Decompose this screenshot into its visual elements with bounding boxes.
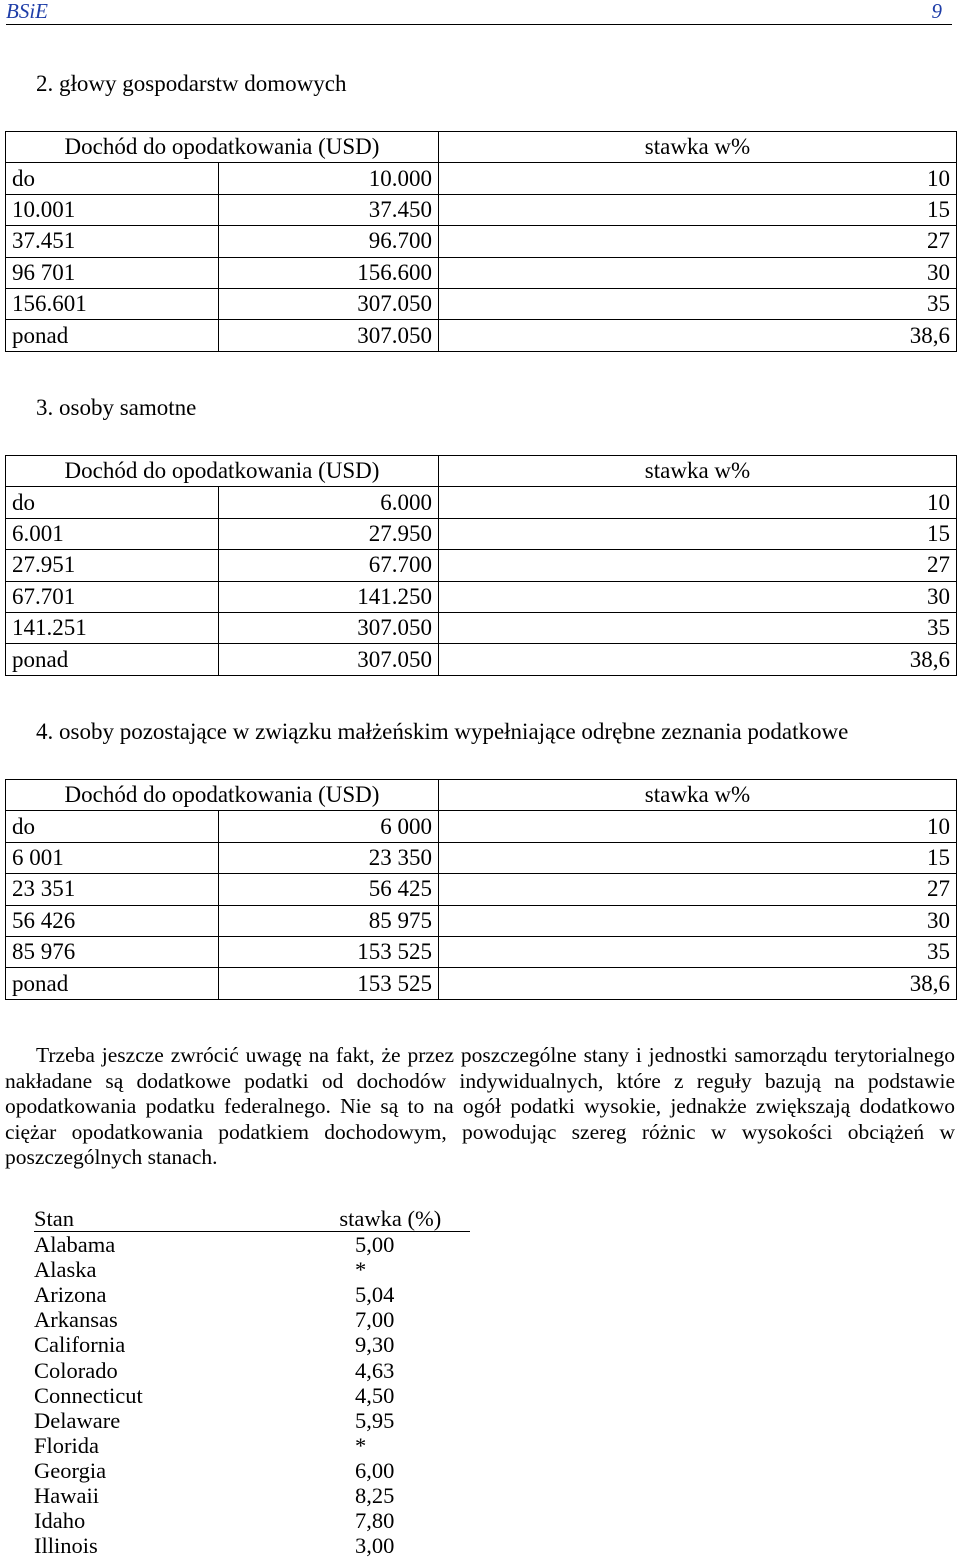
from-cell: 85 976 (6, 936, 219, 967)
rate-column-header: stawka w% (439, 132, 957, 163)
state-rate: 7,80 (355, 1508, 395, 1534)
tax-table-single-persons (5, 455, 957, 676)
from-cell: do (6, 811, 219, 842)
rate-cell: 15 (439, 518, 957, 549)
table-row (6, 163, 957, 194)
from-cell: ponad (6, 320, 219, 351)
state-name: Georgia (34, 1457, 107, 1483)
state-rate: 8,25 (355, 1483, 395, 1509)
from-cell: 6.001 (6, 518, 219, 549)
table-row (6, 257, 957, 288)
state-name: Connecticut (34, 1382, 143, 1408)
rate-cell: 30 (439, 257, 957, 288)
from-cell: 27.951 (6, 550, 219, 581)
list-item (34, 1307, 491, 1332)
from-cell: ponad (6, 644, 219, 675)
to-cell: 96.700 (219, 226, 439, 257)
table-row (6, 874, 957, 905)
rate-cell: 38,6 (439, 968, 957, 999)
to-cell: 307.050 (219, 320, 439, 351)
from-cell: 37.451 (6, 226, 219, 257)
state-rate: 6,00 (355, 1457, 395, 1483)
to-cell: 85 975 (219, 905, 439, 936)
from-cell: ponad (6, 968, 219, 999)
state-name: Florida (34, 1432, 99, 1458)
list-item (34, 1458, 491, 1483)
state-name: Idaho (34, 1508, 86, 1534)
to-cell: 307.050 (219, 644, 439, 675)
to-cell: 141.250 (219, 581, 439, 612)
table-row (6, 581, 957, 612)
state-name: California (34, 1332, 126, 1358)
to-cell: 156.600 (219, 257, 439, 288)
from-cell: 141.251 (6, 612, 219, 643)
page-header (6, 0, 952, 25)
to-cell: 67.700 (219, 550, 439, 581)
rate-cell: 38,6 (439, 320, 957, 351)
list-item (34, 1332, 491, 1357)
state-name: Delaware (34, 1407, 121, 1433)
section-heading: 4. osoby pozostające w związku małżeńskim wypełniające odrębne zeznania podatkowe (36, 719, 849, 744)
list-item (34, 1383, 491, 1408)
table-row (6, 842, 957, 873)
state-name: Alaska (34, 1257, 97, 1283)
table-row (6, 936, 957, 967)
to-cell: 307.050 (219, 612, 439, 643)
rate-column-header: stawka (%) (339, 1206, 442, 1231)
to-cell: 307.050 (219, 288, 439, 319)
list-item (34, 1257, 491, 1282)
list-item (34, 1408, 491, 1433)
table-row (6, 320, 957, 351)
list-item (34, 1533, 491, 1558)
table-row (6, 905, 957, 936)
table-row (6, 644, 957, 675)
table-header-row (6, 780, 957, 811)
states-header-row (34, 1206, 470, 1232)
state-column-header: Stan (34, 1206, 75, 1231)
rate-cell: 27 (439, 550, 957, 581)
rate-cell: 30 (439, 581, 957, 612)
list-item (34, 1232, 491, 1257)
tax-table-married-filing-separately (5, 779, 957, 1000)
table-row (6, 612, 957, 643)
state-rate: 5,04 (355, 1282, 395, 1308)
income-column-header: Dochód do opodatkowania (USD) (6, 132, 439, 163)
income-column-header: Dochód do opodatkowania (USD) (6, 456, 439, 487)
rate-cell: 30 (439, 905, 957, 936)
state-tax-rates-table (34, 1206, 491, 1558)
rate-cell: 15 (439, 842, 957, 873)
rate-cell: 27 (439, 226, 957, 257)
rate-cell: 10 (439, 163, 957, 194)
rate-cell: 10 (439, 487, 957, 518)
rate-column-header: stawka w% (439, 780, 957, 811)
to-cell: 23 350 (219, 842, 439, 873)
list-item (34, 1483, 491, 1508)
state-name: Hawaii (34, 1483, 99, 1509)
body-paragraph: Trzeba jeszcze zwrócić uwagę na fakt, że przez poszczególne stany i jednostki samorządu terytorialnego nakładane są dodatkowe podatki od dochodów indywidualnych, które z reguły bazują na podstawie opodatkowania podatku federalnego. Nie są to na ogół podatki wysokie, jednakże zwiększają dodatkowo ciężar opodatkowania podatkiem dochodowym, powodując szereg różnic w wysokości obciążeń w poszczególnych stanach. (5, 1043, 955, 1170)
rate-column-header: stawka w% (439, 456, 957, 487)
to-cell: 27.950 (219, 518, 439, 549)
state-rate: 3,00 (355, 1533, 395, 1559)
to-cell: 10.000 (219, 163, 439, 194)
rate-cell: 10 (439, 811, 957, 842)
from-cell: 56 426 (6, 905, 219, 936)
to-cell: 153 525 (219, 936, 439, 967)
state-rate: 4,50 (355, 1382, 395, 1408)
from-cell: 96 701 (6, 257, 219, 288)
from-cell: 10.001 (6, 194, 219, 225)
list-item (34, 1508, 491, 1533)
state-rate: * (355, 1257, 367, 1283)
to-cell: 6.000 (219, 487, 439, 518)
rate-cell: 15 (439, 194, 957, 225)
from-cell: 67.701 (6, 581, 219, 612)
state-rate: * (355, 1432, 367, 1458)
page-number: 9 (931, 0, 942, 23)
table-row (6, 518, 957, 549)
to-cell: 37.450 (219, 194, 439, 225)
table-row (6, 968, 957, 999)
state-rate: 9,30 (355, 1332, 395, 1358)
tax-table-heads-of-household (5, 131, 957, 352)
header-title: BSiE (6, 0, 48, 23)
state-rate: 7,00 (355, 1307, 395, 1333)
state-name: Arkansas (34, 1307, 118, 1333)
from-cell: 23 351 (6, 874, 219, 905)
rate-cell: 35 (439, 288, 957, 319)
table-row (6, 811, 957, 842)
from-cell: do (6, 163, 219, 194)
state-name: Arizona (34, 1282, 107, 1308)
from-cell: 6 001 (6, 842, 219, 873)
table-row (6, 226, 957, 257)
to-cell: 6 000 (219, 811, 439, 842)
income-column-header: Dochód do opodatkowania (USD) (6, 780, 439, 811)
rate-cell: 27 (439, 874, 957, 905)
section-heading: 2. głowy gospodarstw domowych (36, 71, 347, 96)
section-heading: 3. osoby samotne (36, 395, 197, 420)
list-item (34, 1282, 491, 1307)
state-rate: 5,95 (355, 1407, 395, 1433)
rate-cell: 35 (439, 936, 957, 967)
table-row (6, 487, 957, 518)
from-cell: 156.601 (6, 288, 219, 319)
to-cell: 153 525 (219, 968, 439, 999)
state-name: Colorado (34, 1357, 118, 1383)
rate-cell: 35 (439, 612, 957, 643)
table-header-row (6, 456, 957, 487)
list-item (34, 1433, 491, 1458)
state-rate: 4,63 (355, 1357, 395, 1383)
rate-cell: 38,6 (439, 644, 957, 675)
from-cell: do (6, 487, 219, 518)
state-rate: 5,00 (355, 1232, 395, 1258)
list-item (34, 1358, 491, 1383)
table-row (6, 550, 957, 581)
table-row (6, 288, 957, 319)
state-name: Alabama (34, 1232, 116, 1258)
table-header-row (6, 132, 957, 163)
to-cell: 56 425 (219, 874, 439, 905)
table-row (6, 194, 957, 225)
state-name: Illinois (34, 1533, 98, 1559)
